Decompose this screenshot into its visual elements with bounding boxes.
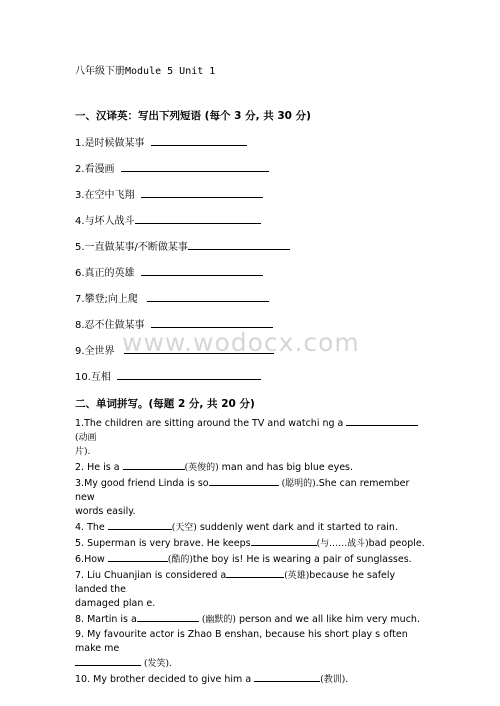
phrase-item-8: 8.忍不住做某事	[75, 316, 273, 331]
watermark: www.wodocx.com	[122, 328, 360, 357]
phrase-item-3: 3.在空中飞翔	[75, 186, 263, 201]
phrase-item-5: 5.一直做某事/不断做某事	[75, 238, 290, 253]
section2-title: 二、单词拼写。(每题 2 分, 共 20 分)	[75, 398, 255, 410]
question-8: 8. Martin is a (幽默的) person and we all like him very much.	[75, 614, 420, 625]
section1-title: 一、汉译英：写出下列短语 (每个 3 分, 共 30 分)	[75, 110, 311, 122]
answer-blank[interactable]	[151, 317, 273, 328]
answer-blank[interactable]	[147, 291, 269, 302]
answer-blank[interactable]	[108, 552, 168, 562]
answer-blank[interactable]	[226, 568, 284, 578]
question-5: 5. Superman is very brave. He keeps (与……战斗)bad people.	[75, 538, 425, 549]
answer-blank[interactable]	[141, 187, 263, 198]
phrase-item-1: 1.是时候做某事	[75, 134, 247, 149]
answer-blank[interactable]	[135, 213, 261, 224]
answer-blank[interactable]	[346, 416, 418, 426]
answer-blank[interactable]	[254, 672, 320, 682]
answer-blank[interactable]	[209, 476, 279, 486]
document-header: 八年级下册Module 5 Unit 1	[75, 66, 216, 77]
question-9: 9. My favourite actor is Zhao B enshan, because his short play s often make me (发笑).	[75, 629, 408, 669]
answer-blank[interactable]	[123, 460, 185, 470]
phrase-item-10: 10.互相	[75, 368, 261, 383]
answer-blank[interactable]	[108, 520, 172, 530]
phrase-item-9: 9.全世界	[75, 342, 274, 357]
answer-blank[interactable]	[151, 135, 247, 146]
phrase-item-6: 6.真正的英雄	[75, 264, 263, 279]
question-10: 10. My brother decided to give him a (教训).	[75, 674, 349, 685]
question-2: 2. He is a (英俊的) man and has big blue eyes.	[75, 462, 354, 473]
question-1: 1.The children are sitting around the TV and watchi ng a (动画 片).	[75, 416, 430, 459]
answer-blank[interactable]	[121, 161, 269, 172]
phrase-item-7: 7.攀登;向上爬	[75, 290, 269, 305]
phrase-item-4: 4.与坏人战斗	[75, 212, 261, 227]
answer-blank[interactable]	[188, 239, 290, 250]
answer-blank[interactable]	[137, 612, 199, 622]
question-6: 6.How (酷的)the boy is! He is wearing a pair of sunglasses.	[75, 554, 412, 565]
phrase-item-2: 2.看漫画	[75, 160, 269, 175]
answer-blank[interactable]	[117, 369, 261, 380]
answer-blank[interactable]	[141, 265, 263, 276]
question-7: 7. Liu Chuanjian is considered a (英雄)because he safely landed the damaged plan e.	[75, 570, 396, 609]
question-4: 4. The (天空) suddenly went dark and it started to rain.	[75, 522, 398, 533]
question-3: 3.My good friend Linda is so (聪明的).She can remember new words easily.	[75, 478, 410, 517]
section2-questions	[75, 416, 430, 688]
answer-blank[interactable]	[75, 656, 141, 666]
answer-blank[interactable]	[251, 536, 317, 546]
